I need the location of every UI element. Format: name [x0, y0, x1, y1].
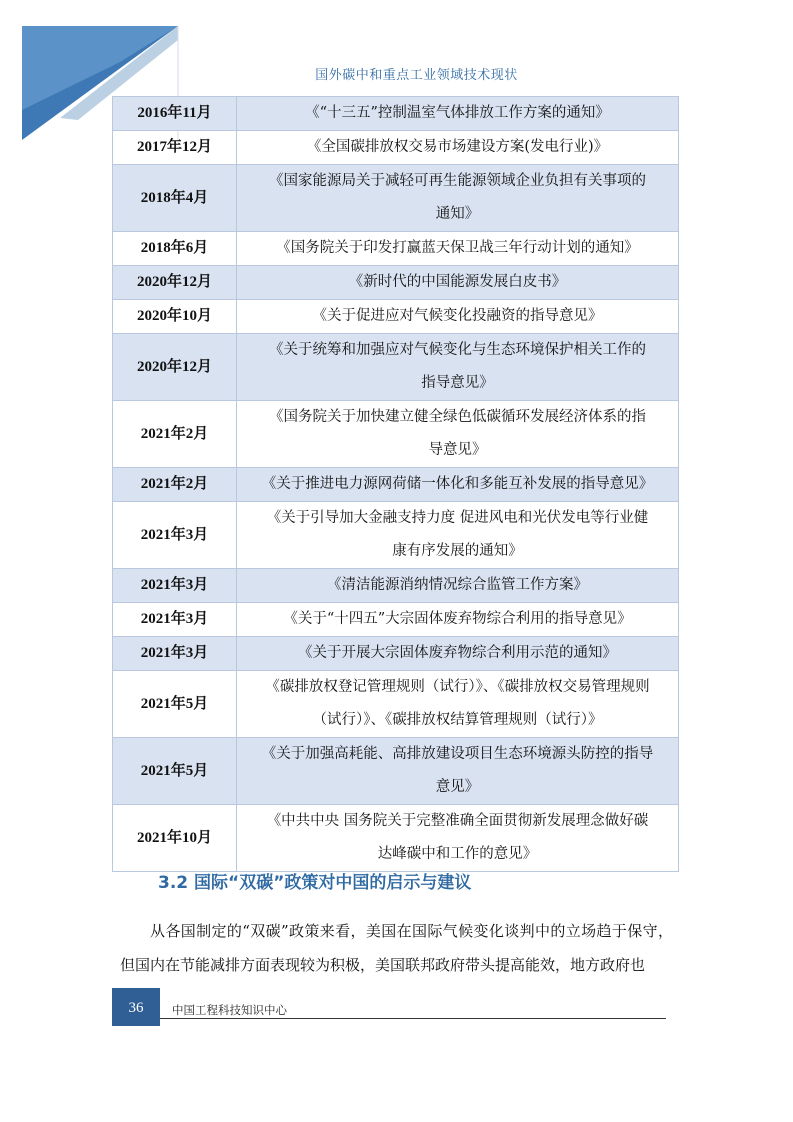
- policy-title-line: 《新时代的中国能源发展白皮书》: [348, 274, 567, 290]
- table-row: [113, 97, 679, 131]
- policy-title-line: 《碳排放权登记管理规则（试行）》、《碳排放权交易管理规则: [265, 679, 650, 695]
- policy-title: [237, 738, 679, 805]
- table-row: [113, 131, 679, 165]
- footer-organization: 中国工程科技知识中心: [172, 1003, 287, 1017]
- policy-date: 2021年10月: [113, 805, 237, 872]
- policy-date: 2021年3月: [113, 502, 237, 569]
- table-row: [113, 671, 679, 738]
- policy-date: 2021年3月: [113, 637, 237, 671]
- policy-title-line: 《清洁能源消纳情况综合监管工作方案》: [327, 577, 588, 593]
- policy-title-line: 《国家能源局关于减轻可再生能源领域企业负担有关事项的: [269, 173, 646, 189]
- policy-date: 2021年3月: [113, 569, 237, 603]
- policy-title-line: 《关于推进电力源网荷储一体化和多能互补发展的指导意见》: [261, 476, 654, 492]
- policy-table-body: [113, 97, 679, 872]
- policy-title-line: 《关于促进应对气候变化投融资的指导意见》: [312, 308, 603, 324]
- table-row: [113, 738, 679, 805]
- policy-title-line: 达峰碳中和工作的意见》: [377, 846, 538, 862]
- table-row: [113, 300, 679, 334]
- running-header: 国外碳中和重点工业领域技术现状: [315, 68, 518, 83]
- policy-title: [237, 334, 679, 401]
- page-number: 36: [112, 988, 160, 1026]
- policy-date: 2021年3月: [113, 603, 237, 637]
- policy-title-line: 康有序发展的通知》: [392, 543, 523, 559]
- policy-title-line: 《关于引导加大金融支持力度 促进风电和光伏发电等行业健: [266, 510, 649, 526]
- policy-title-line: 意见》: [435, 779, 480, 795]
- table-row: [113, 637, 679, 671]
- policy-title-line: 《中共中央 国务院关于完整准确全面贯彻新发展理念做好碳: [266, 813, 649, 829]
- policy-title: [237, 300, 679, 334]
- section-heading: 3.2 国际“双碳”政策对中国的启示与建议: [158, 873, 472, 893]
- policy-table: [112, 96, 679, 872]
- policy-date: 2016年11月: [113, 97, 237, 131]
- table-row: [113, 401, 679, 468]
- policy-title: [237, 266, 679, 300]
- policy-date: 2021年5月: [113, 738, 237, 805]
- policy-title-line: 导意见》: [428, 442, 487, 458]
- table-row: [113, 266, 679, 300]
- policy-title-line: 通知》: [435, 206, 480, 222]
- policy-title: [237, 165, 679, 232]
- policy-title: [237, 569, 679, 603]
- policy-date: 2017年12月: [113, 131, 237, 165]
- table-row: [113, 502, 679, 569]
- policy-date: 2020年12月: [113, 334, 237, 401]
- policy-title-line: 《关于统筹和加强应对气候变化与生态环境保护相关工作的: [269, 342, 646, 358]
- table-row: [113, 232, 679, 266]
- policy-date: 2020年12月: [113, 266, 237, 300]
- policy-title: [237, 637, 679, 671]
- policy-title: [237, 232, 679, 266]
- policy-date: 2020年10月: [113, 300, 237, 334]
- table-row: [113, 805, 679, 872]
- policy-title-line: 《关于开展大宗固体废弃物综合利用示范的通知》: [298, 645, 617, 661]
- policy-title: [237, 97, 679, 131]
- table-row: [113, 569, 679, 603]
- policy-title-line: 《全国碳排放权交易市场建设方案(发电行业)》: [306, 139, 609, 155]
- policy-title: [237, 502, 679, 569]
- policy-title-line: 指导意见》: [421, 375, 494, 391]
- policy-title: [237, 401, 679, 468]
- policy-title-line: 《关于加强高耗能、高排放建设项目生态环境源头防控的指导: [261, 746, 654, 762]
- footer-divider: [160, 1018, 666, 1019]
- policy-title-line: 《国务院关于印发打赢蓝天保卫战三年行动计划的通知》: [276, 240, 639, 256]
- table-row: [113, 468, 679, 502]
- policy-title: [237, 603, 679, 637]
- table-row: [113, 165, 679, 232]
- policy-title: [237, 131, 679, 165]
- policy-date: 2018年4月: [113, 165, 237, 232]
- policy-title-line: 《国务院关于加快建立健全绿色低碳循环发展经济体系的指: [269, 409, 646, 425]
- table-row: [113, 603, 679, 637]
- policy-title-line: （试行）》、《碳排放权结算管理规则（试行）》: [312, 712, 603, 728]
- body-paragraph: 从各国制定的“双碳”政策来看，美国在国际气候变化谈判中的立场趋于保守，但国内在节能减排方面表现较为积极，美国联邦政府带头提高能效，地方政府也: [120, 922, 673, 974]
- policy-title: [237, 805, 679, 872]
- policy-title: [237, 468, 679, 502]
- policy-date: 2018年6月: [113, 232, 237, 266]
- policy-title-line: 《关于“十四五”大宗固体废弃物综合利用的指导意见》: [283, 611, 632, 627]
- policy-date: 2021年2月: [113, 468, 237, 502]
- table-row: [113, 334, 679, 401]
- policy-title-line: 《“十三五”控制温室气体排放工作方案的通知》: [305, 105, 610, 121]
- policy-title: [237, 671, 679, 738]
- policy-date: 2021年2月: [113, 401, 237, 468]
- policy-date: 2021年5月: [113, 671, 237, 738]
